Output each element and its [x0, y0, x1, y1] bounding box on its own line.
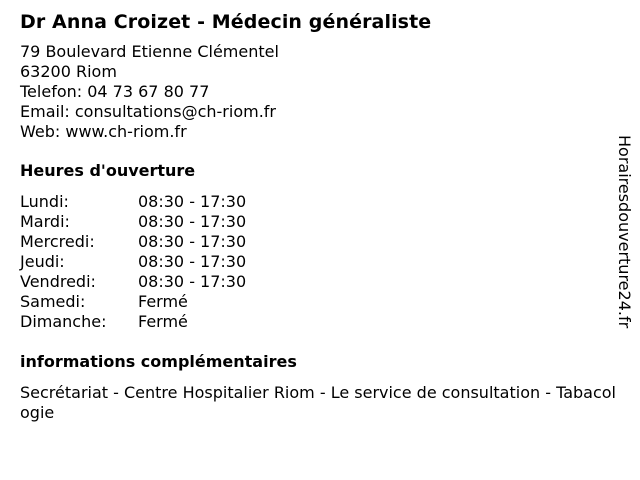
hours-time-value: 08:30 - 17:30: [138, 272, 247, 291]
address-street: 79 Boulevard Etienne Clémentel: [20, 42, 279, 61]
additional-info-heading: informations complémentaires: [20, 352, 297, 371]
web-line: Web: www.ch-riom.fr: [20, 122, 187, 141]
hours-time-value: 08:30 - 17:30: [138, 212, 247, 231]
phone-line: Telefon: 04 73 67 80 77: [20, 82, 210, 101]
contact-block: [20, 42, 620, 142]
hours-time-value: 08:30 - 17:30: [138, 252, 247, 271]
hours-row-saturday: [20, 292, 620, 312]
opening-hours-heading: Heures d'ouverture: [20, 161, 196, 180]
business-card: [20, 8, 620, 423]
hours-row-sunday: [20, 312, 620, 332]
page-title: Dr Anna Croizet - Médecin généraliste: [20, 11, 432, 33]
hours-day-label: Lundi:: [20, 192, 69, 211]
hours-row-friday: [20, 272, 620, 292]
hours-time-value: 08:30 - 17:30: [138, 192, 247, 211]
hours-day-label: Vendredi:: [20, 272, 96, 291]
hours-time-value: 08:30 - 17:30: [138, 232, 247, 251]
hours-day-label: Samedi:: [20, 292, 86, 311]
hours-time-value: Fermé: [138, 292, 188, 311]
hours-day-label: Jeudi:: [20, 252, 65, 271]
hours-row-wednesday: [20, 232, 620, 252]
email-line: Email: consultations@ch-riom.fr: [20, 102, 276, 121]
hours-row-tuesday: [20, 212, 620, 232]
hours-row-thursday: [20, 252, 620, 272]
hours-day-label: Mardi:: [20, 212, 70, 231]
hours-row-monday: [20, 192, 620, 212]
hours-day-label: Mercredi:: [20, 232, 95, 251]
hours-day-label: Dimanche:: [20, 312, 107, 331]
address-city: 63200 Riom: [20, 62, 117, 81]
additional-info-text: Secrétariat - Centre Hospitalier Riom - Le service de consultation - Tabacologie: [20, 383, 616, 422]
hours-time-value: Fermé: [138, 312, 188, 331]
site-watermark: Horairesdouverture24.fr: [615, 135, 634, 329]
opening-hours-table: [20, 192, 620, 332]
